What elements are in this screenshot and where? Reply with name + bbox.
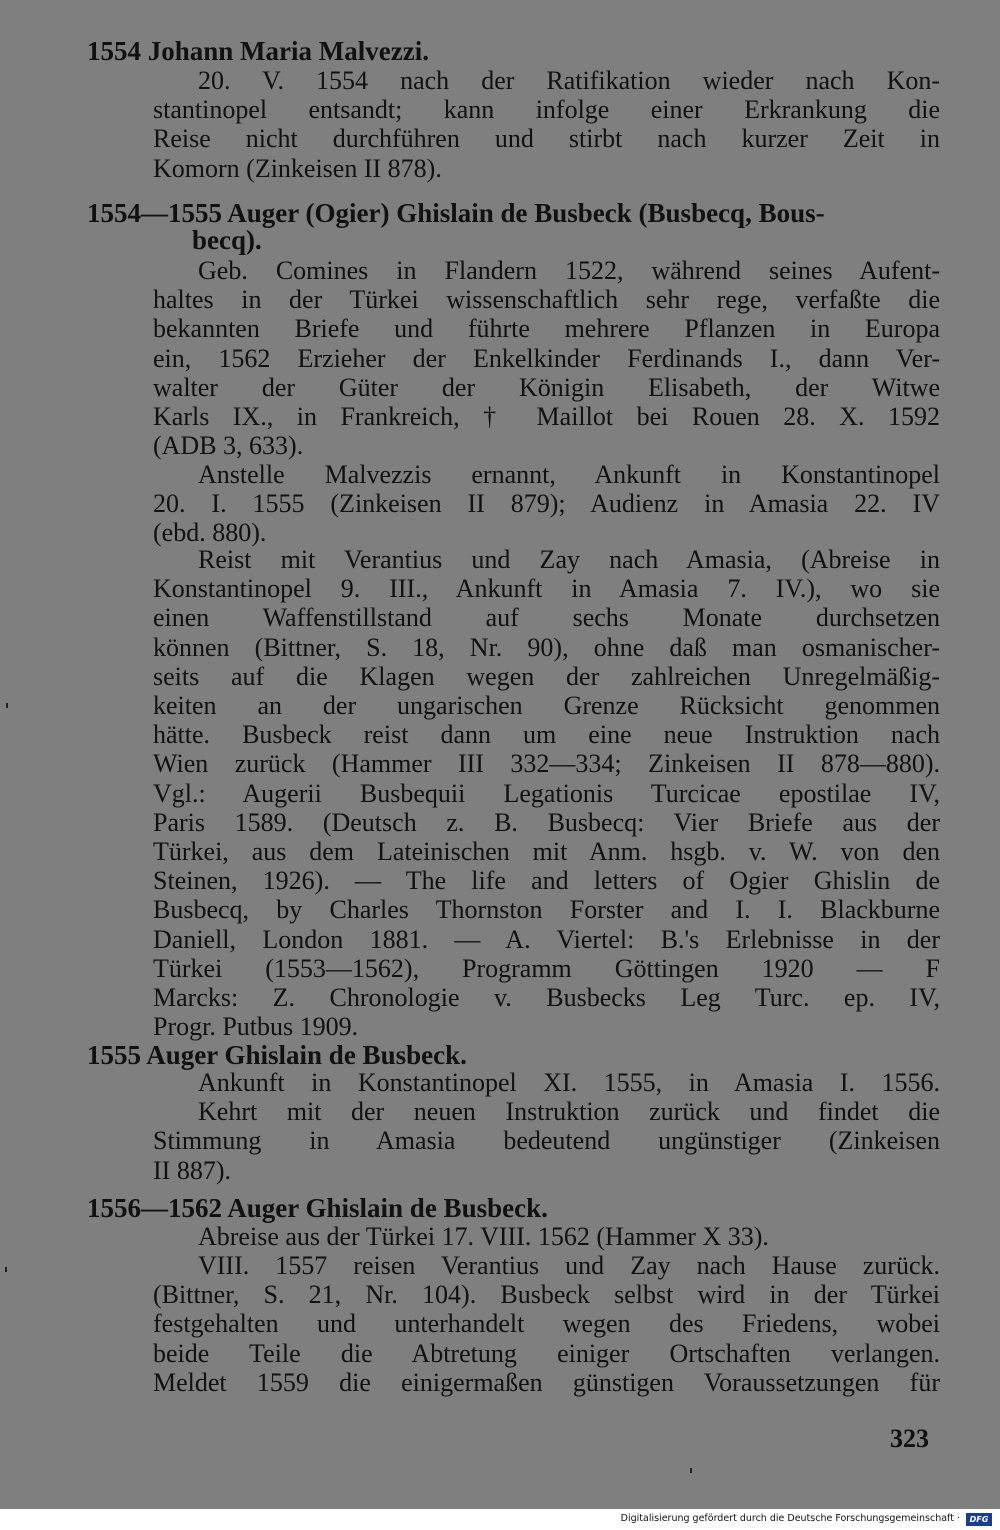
text-line: Marcks: Z. Chronologie v. Busbecks Leg Turc. ep. IV, <box>153 983 940 1013</box>
entry-name: Johann Maria Malvezzi. <box>147 36 429 66</box>
entry-paragraph <box>153 1068 940 1185</box>
entry-paragraph <box>153 545 940 1041</box>
text-line: Wien zurück (Hammer III 332—334; Zinkeisen II 878—880). <box>153 749 940 779</box>
text-line: beide Teile die Abtretung einiger Ortschaften verlangen. <box>153 1338 940 1368</box>
scan-speck <box>5 1267 7 1272</box>
entry-paragraph <box>153 1251 940 1397</box>
text-line: Geb. Comines in Flandern 1522, während seines Aufent- <box>198 256 940 285</box>
entry-paragraph <box>153 256 940 460</box>
entry-heading <box>87 1042 943 1069</box>
entry-year: 1554—1555 <box>87 198 222 228</box>
text-line: seits auf die Klagen wegen der zahlreichen Unregelmäßig- <box>153 661 940 691</box>
text-line: Vgl.: Augerii Busbequii Legationis Turcicae epostilae IV, <box>153 778 940 808</box>
entry-name: Auger (Ogier) Ghislain de Busbeck (Busbecq, Bous- <box>227 198 825 228</box>
text-line: 20. I. 1555 (Zinkeisen II 879); Audienz in Amasia 22. IV <box>153 489 940 519</box>
text-line: Progr. Putbus 1909. <box>153 1012 359 1042</box>
text-line: walter der Güter der Königin Elisabeth, der Witwe <box>153 372 940 402</box>
text-line: Kehrt mit der neuen Instruktion zurück und findet die <box>198 1097 940 1127</box>
entry-year: 1555 <box>87 1040 141 1070</box>
text-line: hätte. Busbeck reist dann um eine neue Instruktion nach <box>153 720 940 750</box>
text-line: 20. V. 1554 nach der Ratifikation wieder nach Kon- <box>198 66 940 95</box>
text-line: (ebd. 880). <box>153 518 267 548</box>
entry-paragraph <box>153 460 940 548</box>
entry-name: Auger Ghislain de Busbeck. <box>146 1040 467 1070</box>
scan-speck <box>6 703 8 708</box>
text-line: Daniell, London 1881. — A. Viertel: B.'s Erlebnisse in der <box>153 924 940 954</box>
text-line: keiten an der ungarischen Grenze Rücksicht genommen <box>153 691 940 721</box>
text-line: II 887). <box>153 1155 231 1185</box>
text-line: Busbecq, by Charles Thornston Forster and I. I. Blackburne <box>153 895 940 925</box>
text-line: Ankunft in Konstantinopel XI. 1555, in Amasia I. 1556. <box>198 1068 940 1097</box>
text-line: Abreise aus der Türkei 17. VIII. 1562 (Hammer X 33). <box>198 1222 769 1251</box>
text-line: (ADB 3, 633). <box>153 431 304 461</box>
entry-year: 1554 <box>87 36 141 66</box>
text-line: Karls IX., in Frankreich, † Maillot bei Rouen 28. X. 1592 <box>153 402 940 432</box>
text-line: Türkei (1553—1562), Programm Göttingen 1920 — F <box>153 953 940 983</box>
page-number: 323 <box>890 1424 929 1453</box>
text-line: Komorn (Zinkeisen II 878). <box>153 153 442 183</box>
footer-credit-text: Digitalisierung gefördert durch die Deutsche Forschungsgemeinschaft · <box>620 1513 960 1524</box>
text-line: können (Bittner, S. 18, Nr. 90), ohne daß man osmanischer- <box>153 632 940 662</box>
text-line: VIII. 1557 reisen Verantius und Zay nach Hause zurück. <box>198 1251 940 1280</box>
text-line: Paris 1589. (Deutsch z. B. Busbecq: Vier Briefe aus der <box>153 807 940 837</box>
text-line: bekannten Briefe und führte mehrere Pflanzen in Europa <box>153 314 940 344</box>
dfg-logo: DFG <box>966 1513 992 1526</box>
entry-heading <box>87 1195 943 1222</box>
scan-speck <box>690 1468 692 1473</box>
text-line: ein, 1562 Erzieher der Enkelkinder Ferdinands I., dann Ver- <box>153 343 940 373</box>
entry-paragraph <box>153 66 940 183</box>
text-line: haltes in der Türkei wissenschaftlich sehr rege, verfaßte die <box>153 285 940 315</box>
text-line: (Bittner, S. 21, Nr. 104). Busbeck selbst wird in der Türkei <box>153 1280 940 1310</box>
text-line: einen Waffenstillstand auf sechs Monate durchsetzen <box>153 603 940 633</box>
text-line: Türkei, aus dem Lateinischen mit Anm. hsgb. v. W. von den <box>153 837 940 867</box>
entry-heading <box>87 200 943 254</box>
entry-heading <box>87 38 943 65</box>
text-line: Steinen, 1926). — The life and letters of Ogier Ghislin de <box>153 866 940 896</box>
entry-year: 1556—1562 <box>87 1193 222 1223</box>
text-line: Meldet 1559 die einigermaßen günstigen Voraussetzungen für <box>153 1367 940 1397</box>
digitization-footer <box>0 1509 1000 1530</box>
entry-paragraph <box>153 1222 940 1251</box>
text-line: Reist mit Verantius und Zay nach Amasia, (Abreise in <box>198 545 940 574</box>
entry-name: Auger Ghislain de Busbeck. <box>227 1193 548 1223</box>
text-line: Anstelle Malvezzis ernannt, Ankunft in Konstantinopel <box>198 460 940 489</box>
text-line: stantinopel entsandt; kann infolge einer Erkrankung die <box>153 95 940 125</box>
text-line: Stimmung in Amasia bedeutend ungünstiger (Zinkeisen <box>153 1126 940 1156</box>
entry-name-continued: becq). <box>192 225 262 255</box>
text-line: festgehalten und unterhandelt wegen des Friedens, wobei <box>153 1309 940 1339</box>
text-line: Konstantinopel 9. III., Ankunft in Amasia 7. IV.), wo sie <box>153 574 940 604</box>
text-line: Reise nicht durchführen und stirbt nach kurzer Zeit in <box>153 124 940 154</box>
